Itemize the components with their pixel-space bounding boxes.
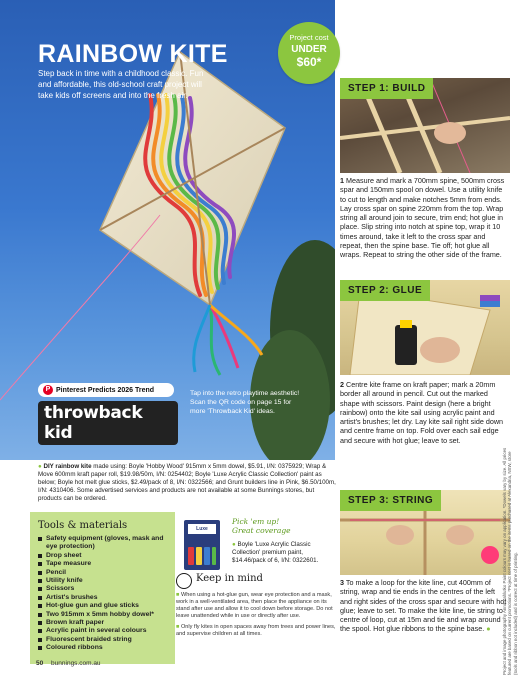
tools-item: Safety equipment (gloves, mask and eye protection): [38, 535, 167, 552]
caution-icon: [176, 573, 192, 589]
project-cost-badge: [278, 22, 340, 84]
keep-in-mind-text: [176, 592, 336, 643]
step3-number: 3: [340, 578, 344, 587]
badge-price: $60*: [296, 55, 322, 69]
tools-item: Coloured ribbons: [38, 644, 167, 652]
pinterest-caption: Tap into the retro playtime aesthetic! Scan the QR code on page 15 for more 'Throwback Kid' ideas.: [190, 390, 300, 415]
pinterest-pill-text: Pinterest Predicts 2026 Trend: [56, 386, 155, 394]
step2-label: STEP 2: GLUE: [340, 280, 430, 301]
tools-title: Tools & materials: [38, 520, 128, 531]
tools-item: Hot-glue gun and glue sticks: [38, 602, 167, 610]
step3-photo: [340, 490, 510, 575]
keep-in-mind-p2: Only fly kites in open spaces away from trees and power lines, and supervise children at all times.: [176, 624, 336, 638]
bullet-icon: ●: [38, 463, 42, 470]
tools-item: Utility knife: [38, 577, 167, 585]
product-brand-label: Luxe Acrylic: [188, 524, 216, 534]
keep-in-mind-title: Keep in mind: [196, 573, 263, 584]
pick-callout: [232, 517, 291, 535]
pick-line2: Great coverage: [232, 526, 291, 535]
tools-item: Tape measure: [38, 560, 167, 568]
intro-text: Step back in time with a childhood classic. Fun and affordable, this old-school craft project will take kids off screens and into the fresh air.: [38, 69, 204, 100]
pinterest-trend-block: [38, 383, 178, 443]
tools-item: Brown kraft paper: [38, 619, 167, 627]
tools-item: Two 915mm x 5mm hobby dowel*: [38, 611, 167, 619]
product-desc-text: Boyle 'Luxe Acrylic Classic Collection' premium paint, $14.46/pack of 6, I/N: 0322601.: [232, 541, 319, 564]
tools-list: [38, 535, 167, 653]
made-using-text: [38, 463, 338, 503]
end-marker-icon: ●: [486, 624, 491, 634]
page-title: RAINBOW KITE: [38, 40, 228, 68]
bullet-icon: ■: [176, 624, 180, 631]
step1-text: [340, 176, 508, 260]
kite-ribbons: [194, 305, 262, 375]
step1-label: STEP 1: BUILD: [340, 78, 433, 99]
tools-item: Fluorescent braided string: [38, 636, 167, 644]
made-using-body: made using: Boyle 'Hobby Wood' 915mm x 5mm dowel, $5.91, I/N: 0375929; Wrap & Move 600mm kraft paper roll, $19.98/50m, I/N: 0254402; Boyle 'Luxe Acrylic Classic Collection' paint as below; Boyle hot melt glue sticks, $2.49/pack of 8, I/N: 0322566; and Grunt builders line in Pink, $6.50/100m, I/N: 4310406. Some advertised services and products are not available at some Bunnings stores, but products can be ordered.: [38, 463, 336, 503]
page-number: 50: [36, 660, 44, 667]
step1-photo: [340, 78, 510, 173]
step2-text: [340, 380, 508, 445]
badge-under: UNDER: [291, 44, 327, 55]
page-footer: [36, 660, 101, 667]
step1-body: Measure and mark a 700mm spine, 500mm cross spar and 150mm spool on dowel. Use a utility knife to cut to length and make notches 5mm from ends. Lay cross spar on spine 220mm from the top. Wrap string all around join to secure, trim end; hot glue in place. Slip string into notch at spine top, wrap it 10 times around, take it left to the cross spar and repeat, then the spine base. Tie off; hot glue all wraps. Repeat to string the other side of the frame.: [340, 176, 505, 260]
pinterest-logo-icon: P: [43, 385, 53, 395]
step2-photo: [340, 280, 510, 375]
throwback-kid-logo: throwback kid: [38, 401, 178, 445]
side-credit: [502, 445, 516, 675]
keep-in-mind-p1: When using a hot-glue gun, wear eye protection and a mask, work in a well-ventilated area, then place the appliance on its stand after use and allow it to cool down before storage. Do not leave unattended while in use or directly after use.: [176, 592, 333, 620]
step3-label: STEP 3: STRING: [340, 490, 441, 511]
pick-line1: Pick 'em up!: [232, 517, 280, 526]
footer-site: bunnings.com.au: [51, 660, 101, 667]
bullet-icon: ●: [232, 541, 236, 548]
tree-silhouette: [250, 240, 335, 460]
bullet-icon: ■: [176, 592, 180, 598]
pinterest-pill: [38, 383, 174, 397]
tools-materials-box: [30, 512, 175, 664]
tools-item: Scissors: [38, 585, 167, 593]
paint-swatch: [212, 547, 216, 565]
paint-swatch: [204, 547, 210, 565]
made-using-title: DIY rainbow kite: [43, 463, 92, 470]
step3-text: [340, 578, 508, 634]
step2-number: 2: [340, 380, 344, 389]
tools-item: Drop sheet: [38, 552, 167, 560]
tools-item: Pencil: [38, 569, 167, 577]
badge-label: Project cost: [289, 33, 329, 42]
step2-body: Centre kite frame on kraft paper; mark a 20mm border all around in pencil. Cut out the marked shape with scissors. Paint design (here a bright rainbow) onto the kite sail using acrylic paint and artist's brushes; let dry. Lay kite sail right side down and centre frame on top. Fold over each sail edge and secure with hot glue; leave to set.: [340, 380, 504, 445]
step1-number: 1: [340, 176, 344, 185]
paint-product-image: [184, 520, 220, 570]
step3-body: To make a loop for the kite line, cut 400mm of string, wrap and tie ends in the centres of the left and right sides of the cross spar and secure with hot glue; leave to set. To make the kite line, tie string to centre of loop, cut at 15m and tie and wrap around the spool. Hot glue ribbons to the spine base.: [340, 578, 507, 634]
product-description: [232, 541, 332, 565]
tools-item: Acrylic paint in several colours: [38, 627, 167, 635]
paint-swatch: [196, 547, 202, 565]
paint-swatch: [188, 547, 194, 565]
tools-item: Artist's brushes: [38, 594, 167, 602]
credit-text: Project and image photography Anna Zahlutko Paint colours may vary on application. *Dowels vary by size. All prices featured are based on current promotions. *Project cost is based on the items purchased at Alexandria, NSW, store (tools and ribbon not included) and is correct at time of printing.: [502, 447, 518, 675]
